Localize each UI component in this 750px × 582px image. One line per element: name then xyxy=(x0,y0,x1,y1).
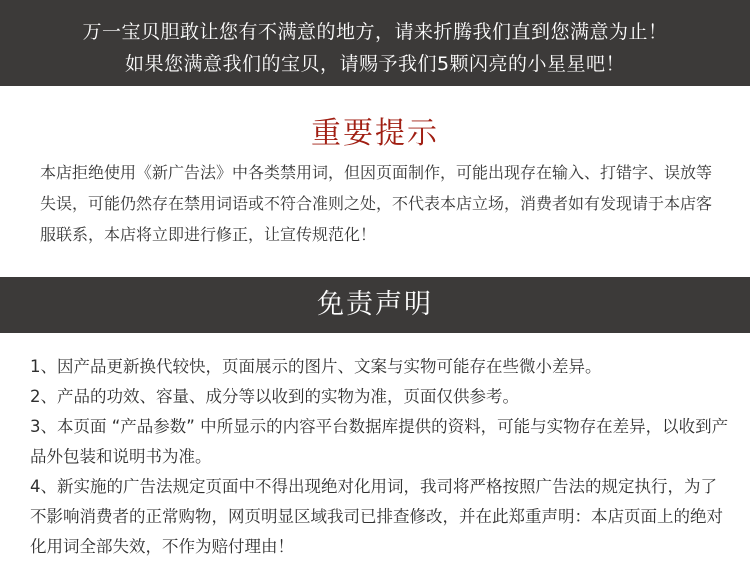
top-banner xyxy=(0,0,750,86)
disclaimer-item-2: 2、产品的功效、容量、成分等以收到的实物为准，页面仅供参考。 xyxy=(30,387,519,406)
banner-line-2: 如果您满意我们的宝贝，请赐予我们5颗闪亮的小星星吧！ xyxy=(124,53,626,75)
disclaimer-title: 免责声明 xyxy=(0,277,750,333)
notice-title: 重要提示 xyxy=(311,116,439,151)
disclaimer-list xyxy=(30,352,730,562)
notice-body: 本店拒绝使用《新广告法》中各类禁用词，但因页面制作，可能出现存在输入、打错字、误放等失误，可能仍然存在禁用词语或不符合准则之处，不代表本店立场，消费者如有发现请于本店客服联系，本店将立即进行修正，让宣传规范化！ xyxy=(40,163,713,244)
disclaimer-item-3: 3、本页面 “产品参数” 中所显示的内容平台数据库提供的资料，可能与实物存在差异，以收到产品外包装和说明书为准。 xyxy=(30,417,729,466)
banner-line-1: 万一宝贝胆敢让您有不满意的地方，请来折腾我们直到您满意为止！ xyxy=(82,21,668,43)
disclaimer-item-4: 4、新实施的广告法规定页面中不得出现绝对化用词，我司将严格按照广告法的规定执行，为了不影响消费者的正常购物，网页明显区域我司已排查修改，并在此郑重声明：本店页面上的绝对化用词全部失效，不作为赔付理由！ xyxy=(30,477,723,556)
disclaimer-item-1: 1、因产品更新换代较快，页面展示的图片、文案与实物可能存在些微小差异。 xyxy=(30,357,602,376)
